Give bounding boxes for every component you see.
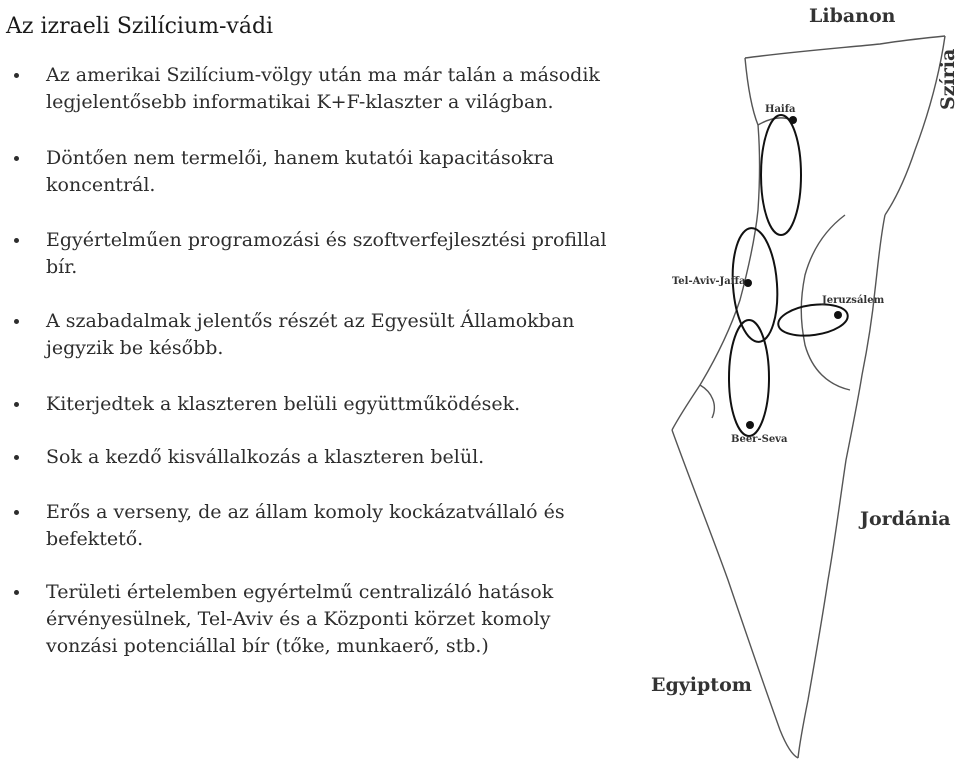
bullet-item bbox=[14, 391, 614, 418]
country-label-lebanon: Libanon bbox=[809, 5, 896, 27]
haifa-marker-icon bbox=[789, 116, 797, 124]
bullet-text: Területi értelemben egyértelmű centralizáló hatások érvényesülnek, Tel-Aviv és a Központi körzet komoly vonzási potenciállal bír (tőke, munkaerő, stb.) bbox=[46, 581, 554, 657]
city-label-tel-aviv: Tel-Aviv-Jaffa bbox=[672, 276, 746, 287]
bullet-text: Sok a kezdő kisvállalkozás a klaszteren belül. bbox=[46, 446, 485, 468]
city-label-haifa: Haifa bbox=[765, 104, 796, 115]
syria-border bbox=[885, 36, 945, 215]
city-label-beer-sheva: Beer-Seva bbox=[731, 434, 788, 445]
bullet-item bbox=[14, 444, 614, 471]
slide-title: Az izraeli Szilícium-vádi bbox=[6, 14, 274, 39]
jerusalem-cluster-ellipse bbox=[776, 300, 849, 339]
bullet-text: A szabadalmak jelentős részét az Egyesült Államokban jegyzik be később. bbox=[46, 310, 575, 359]
bullet-text: Erős a verseny, de az állam komoly kockázatvállaló és befektető. bbox=[46, 501, 565, 550]
bullet-item bbox=[14, 145, 614, 199]
beer-sheva-marker-icon bbox=[746, 421, 754, 429]
bullet-dot-icon bbox=[14, 590, 19, 595]
bullet-item bbox=[14, 499, 614, 553]
lebanon-border bbox=[745, 36, 945, 58]
country-label-jordan: Jordánia bbox=[860, 508, 951, 530]
city-markers bbox=[744, 116, 842, 429]
country-label-syria: Szíria bbox=[937, 48, 959, 110]
bullet-item bbox=[14, 62, 614, 116]
bullet-dot-icon bbox=[14, 455, 19, 460]
bullet-text: Döntően nem termelői, hanem kutatói kapacitásokra koncentrál. bbox=[46, 147, 555, 196]
bullet-text: Kiterjedtek a klaszteren belüli együttműködések. bbox=[46, 393, 521, 415]
bullet-dot-icon bbox=[14, 402, 19, 407]
cluster-ellipses bbox=[729, 115, 850, 436]
bullet-text: Az amerikai Szilícium-völgy után ma már talán a második legjelentősebb informatikai K+F-klaszter a világban. bbox=[46, 64, 600, 113]
map-borders bbox=[672, 36, 945, 758]
bullet-dot-icon bbox=[14, 73, 19, 78]
bullet-item bbox=[14, 579, 614, 660]
bullet-dot-icon bbox=[14, 510, 19, 515]
israel-map bbox=[640, 0, 960, 762]
bullet-dot-icon bbox=[14, 319, 19, 324]
bullet-text: Egyértelműen programozási és szoftverfejlesztési profillal bír. bbox=[46, 229, 607, 278]
bullet-item bbox=[14, 308, 614, 362]
coastline bbox=[672, 58, 760, 430]
haifa-bay bbox=[758, 118, 792, 125]
bullet-dot-icon bbox=[14, 156, 19, 161]
jerusalem-marker-icon bbox=[834, 311, 842, 319]
country-label-egypt: Egyiptom bbox=[651, 674, 752, 696]
city-label-jerusalem: Jeruzsálem bbox=[822, 295, 885, 306]
egypt-border bbox=[672, 430, 798, 758]
gaza-border bbox=[700, 385, 714, 418]
bullet-item bbox=[14, 227, 614, 281]
bullet-dot-icon bbox=[14, 238, 19, 243]
haifa-cluster-ellipse bbox=[761, 115, 801, 235]
